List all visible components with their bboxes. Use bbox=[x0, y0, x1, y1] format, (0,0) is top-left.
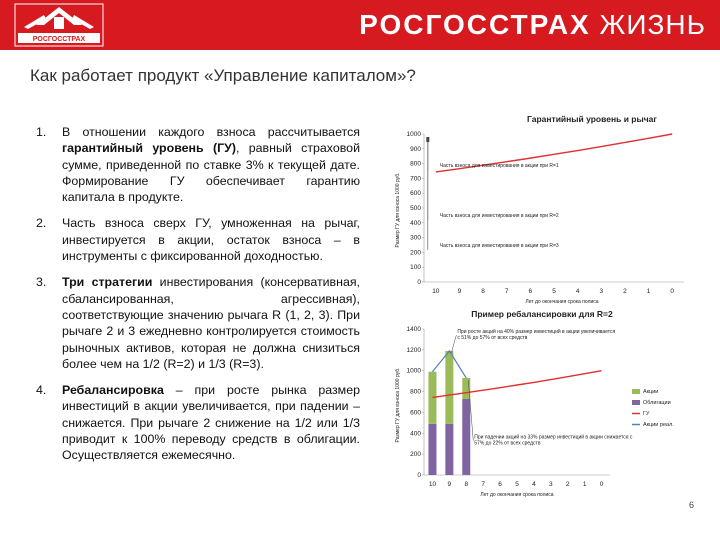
bar-stocks bbox=[445, 351, 453, 424]
bar-bonds bbox=[428, 424, 436, 475]
chart-title: Гарантийный уровень и рычаг bbox=[527, 114, 657, 124]
y-axis-title: Размер ГУ для взноса 1000 руб. bbox=[395, 172, 401, 248]
x-axis-title: Лет до окончания срока полиса bbox=[525, 299, 599, 305]
item-number: 2. bbox=[36, 216, 47, 231]
steps-list bbox=[30, 124, 360, 474]
y-tick-label: 1000 bbox=[406, 131, 421, 138]
bar-bonds bbox=[462, 399, 470, 475]
x-tick-label: 8 bbox=[464, 481, 469, 488]
item-number: 4. bbox=[36, 383, 47, 398]
x-tick-label: 9 bbox=[457, 288, 462, 295]
legend-label: Акции реал. bbox=[643, 422, 674, 428]
list-item: 1. В отношении каждого взноса рассчитывается гарантийный уровень (ГУ), равный страховой сумме, приведенной по ставке 3% к текущей дате. Формирование ГУ обеспечивает гарантию капитала в продукте. bbox=[36, 125, 360, 205]
y-tick-label: 700 bbox=[410, 175, 421, 183]
x-tick-label: 7 bbox=[504, 288, 509, 295]
x-tick-label: 6 bbox=[528, 288, 533, 295]
x-tick-label: 10 bbox=[432, 288, 440, 295]
x-tick-label: 0 bbox=[670, 288, 674, 295]
y-tick-label: 500 bbox=[410, 205, 421, 212]
item-number: 3. bbox=[36, 275, 47, 290]
x-tick-label: 1 bbox=[582, 481, 587, 488]
y-tick-label: 1400 bbox=[406, 326, 421, 333]
legend-label: Облигации bbox=[643, 400, 671, 406]
y-tick-label: 1200 bbox=[406, 346, 421, 354]
bracket-marker bbox=[426, 137, 429, 142]
y-tick-label: 200 bbox=[410, 249, 421, 257]
list-item: 4. Ребалансировка – при росте рынка размер инвестиций в акции увеличивается, при падении – снижается. При рычаге 2 снижение на 1/2 или 1/3 приводит к 100% переводу средств в облигации. Осуществляется ежемесячно. bbox=[36, 383, 360, 463]
x-tick-label: 3 bbox=[549, 481, 553, 488]
y-tick-label: 600 bbox=[410, 409, 421, 417]
y-tick-label: 400 bbox=[410, 219, 421, 227]
annotation-label: Часть взноса для инвестирования в акции при R=1 bbox=[439, 162, 559, 169]
item-number: 1. bbox=[36, 125, 47, 139]
x-tick-label: 7 bbox=[481, 481, 485, 488]
y-tick-label: 800 bbox=[410, 388, 421, 396]
page-number: 6 bbox=[688, 500, 694, 510]
bar-stocks bbox=[428, 372, 436, 424]
annotation-label: 57% до 22% от всех средств bbox=[474, 440, 541, 447]
annotation-pointer bbox=[451, 335, 456, 353]
brand-wordmark bbox=[359, 8, 706, 42]
annotation-label: При росте акций на 40% размер инвестиций в акции увеличивается bbox=[457, 329, 616, 335]
x-tick-label: 6 bbox=[498, 481, 502, 488]
x-tick-label: 2 bbox=[623, 288, 627, 295]
y-tick-label: 200 bbox=[410, 451, 421, 459]
y-tick-label: 300 bbox=[410, 234, 421, 242]
x-tick-label: 2 bbox=[565, 481, 570, 488]
y-tick-label: 100 bbox=[410, 264, 421, 272]
chart-guarantee-level bbox=[392, 110, 702, 305]
x-tick-label: 0 bbox=[599, 481, 604, 488]
bar-bonds bbox=[445, 424, 453, 475]
y-tick-label: 0 bbox=[417, 472, 421, 479]
header-bar bbox=[0, 0, 720, 50]
y-tick-label: 0 bbox=[417, 279, 421, 286]
x-tick-label: 9 bbox=[447, 481, 452, 488]
legend-label: Акции bbox=[643, 389, 659, 395]
y-tick-label: 900 bbox=[410, 145, 421, 153]
brand-light: ЖИЗНЬ bbox=[590, 9, 706, 40]
x-tick-label: 4 bbox=[532, 481, 536, 488]
x-tick-label: 4 bbox=[575, 288, 580, 295]
legend-label: ГУ bbox=[643, 411, 650, 417]
annotation-label: Часть взноса для инвестирования в акции при R=3 bbox=[439, 243, 559, 249]
y-tick-label: 400 bbox=[410, 430, 421, 438]
legend-swatch bbox=[632, 400, 640, 405]
y-axis-title: Размер ГУ для взноса 1000 руб. bbox=[395, 367, 401, 443]
y-tick-label: 800 bbox=[410, 160, 421, 168]
logo-text: РОСГОССТРАХ bbox=[32, 36, 86, 43]
series-line-gu bbox=[432, 371, 601, 398]
list-item: 2. Часть взноса сверх ГУ, умноженная на рычаг, инвестируется в акции, остаток взноса – в инструменты с фиксированной доходностью. bbox=[36, 216, 360, 264]
list-item: 3. Три стратегии инвестирования (консервативная, сбалансированная, агрессивная), соответствующие значению рычага R (1, 2, 3). При рычаге 2 и 3 ежедневно контролируется стоимость рыночных активов, которая не должна снизиться более чем на 1/2 (R=2) и 1/3 (R=3). bbox=[36, 275, 361, 371]
annotation-label: Часть взноса для инвестирования в акции при R=2 bbox=[439, 213, 559, 219]
charts-area bbox=[392, 110, 702, 520]
x-axis-title: Лет до окончания срока полиса bbox=[480, 492, 554, 498]
x-tick-label: 1 bbox=[646, 288, 651, 295]
annotation-label: При падении акций на 33% размер инвестиций в акции снижается с bbox=[474, 434, 633, 441]
page-title: Как работает продукт «Управление капиталом»? bbox=[30, 66, 416, 85]
chart-title: Пример ребалансировки для R=2 bbox=[471, 309, 613, 319]
y-tick-label: 600 bbox=[410, 190, 421, 198]
brand-bold: РОСГОССТРАХ bbox=[359, 9, 591, 40]
x-tick-label: 5 bbox=[552, 288, 556, 295]
chart-rebalancing bbox=[392, 305, 702, 520]
legend-swatch bbox=[632, 389, 640, 394]
rosgosstrakh-logo-icon bbox=[14, 3, 104, 47]
x-tick-label: 5 bbox=[515, 481, 519, 488]
x-tick-label: 10 bbox=[428, 481, 437, 488]
annotation-label: с 51% до 57% от всех средств bbox=[457, 335, 528, 341]
x-tick-label: 8 bbox=[481, 288, 485, 295]
y-tick-label: 1000 bbox=[406, 367, 421, 375]
x-tick-label: 3 bbox=[599, 288, 604, 295]
